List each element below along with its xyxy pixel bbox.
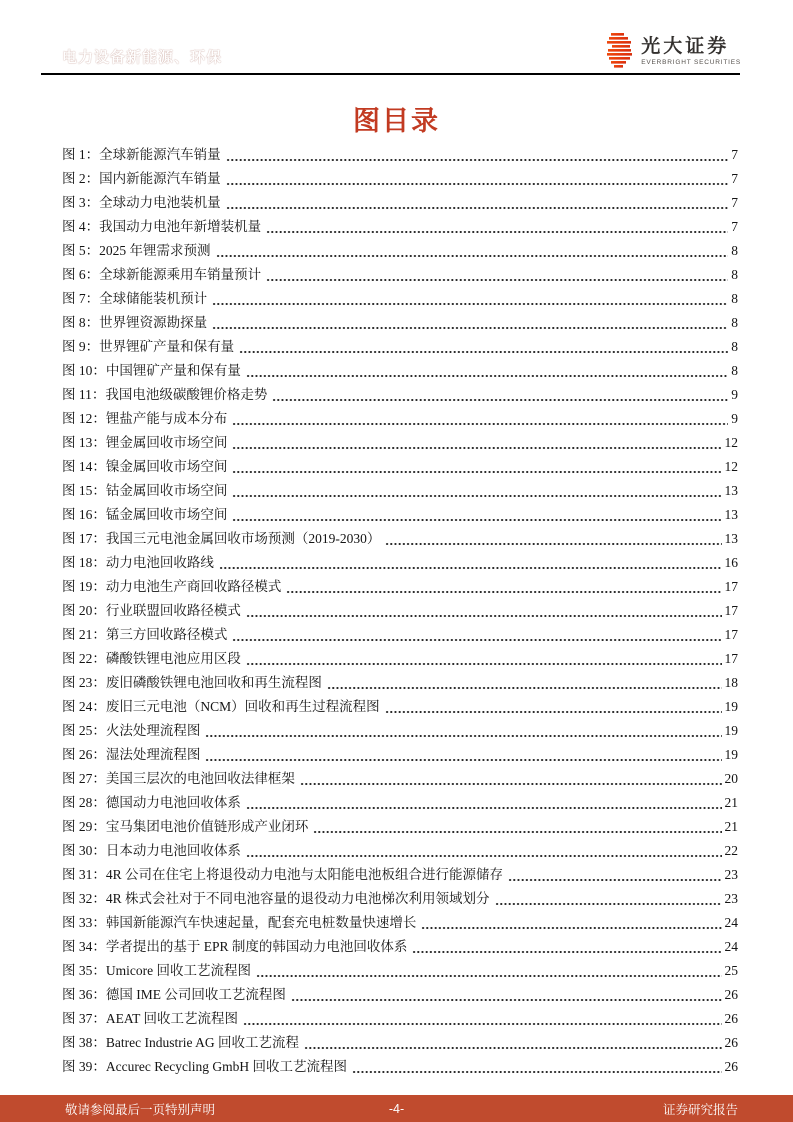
toc-entry-page-number: 17 [724, 627, 738, 642]
toc-entry-leader-dots [205, 743, 721, 767]
toc-entry-label: 图 31：4R 公司在住宅上将退役动力电池与太阳能电池板组合进行能源储存 [62, 867, 504, 882]
toc-entry-leader-dots [327, 671, 722, 695]
toc-entry[interactable] [62, 527, 738, 551]
toc-entry-page-number: 8 [731, 291, 738, 306]
toc-entry-page-number: 7 [731, 171, 738, 186]
toc-entry-label: 图 9：世界锂矿产量和保有量 [62, 339, 235, 354]
toc-entry-page-number: 7 [731, 195, 738, 210]
toc-entry[interactable] [62, 839, 738, 863]
footer-page-number: -4- [388, 1101, 405, 1116]
toc-entry-leader-dots [313, 815, 721, 839]
toc-entry-label: 图 18：动力电池回收路线 [62, 555, 214, 570]
toc-entry-page-number: 12 [724, 459, 738, 474]
toc-entry-label: 图 38：Batrec Industrie AG 回收工艺流程 [62, 1035, 299, 1050]
toc-entry[interactable] [62, 167, 738, 191]
toc-entry-leader-dots [352, 1055, 722, 1079]
toc-entry-label: 图 39：Accurec Recycling GmbH 回收工艺流程图 [62, 1059, 347, 1074]
toc-entry-label: 图 20：行业联盟回收路径模式 [62, 603, 241, 618]
toc-entry-label: 图 8：世界锂资源勘探量 [62, 315, 208, 330]
toc-entry-label: 图 2：国内新能源汽车销量 [62, 171, 221, 186]
toc-entry-leader-dots [239, 335, 728, 359]
toc-entry[interactable] [62, 599, 738, 623]
toc-entry[interactable] [62, 647, 738, 671]
toc-entry-page-number: 19 [724, 723, 738, 738]
header-section-title: 电力设备新能源、环保 [62, 49, 223, 66]
toc-entry-label: 图 26：湿法处理流程图 [62, 747, 201, 762]
toc-entry-page-number: 8 [731, 363, 738, 378]
toc-entry[interactable] [62, 359, 738, 383]
toc-entry-leader-dots [226, 143, 729, 167]
toc-entry-page-number: 7 [731, 219, 738, 234]
toc-entry-page-number: 9 [731, 411, 738, 426]
toc-entry-label: 图 16：锰金属回收市场空间 [62, 507, 228, 522]
toc-entry-leader-dots [232, 407, 728, 431]
toc-entry[interactable] [62, 503, 738, 527]
toc-entry-label: 图 14：镍金属回收市场空间 [62, 459, 228, 474]
toc-entry[interactable] [62, 335, 738, 359]
toc-entry-label: 图 24：废旧三元电池（NCM）回收和再生过程流程图 [62, 699, 380, 714]
toc-entry-page-number: 8 [731, 339, 738, 354]
figure-toc-list [62, 143, 738, 1079]
toc-entry-page-number: 17 [724, 651, 738, 666]
toc-entry-page-number: 9 [731, 387, 738, 402]
toc-entry-label: 图 34：学者提出的基于 EPR 制度的韩国动力电池回收体系 [62, 939, 408, 954]
toc-entry[interactable] [62, 791, 738, 815]
everbright-logo-icon [606, 32, 633, 70]
toc-entry-page-number: 26 [724, 1011, 738, 1026]
toc-entry[interactable] [62, 479, 738, 503]
toc-entry[interactable] [62, 719, 738, 743]
toc-entry-label: 图 29：宝马集团电池价值链形成产业闭环 [62, 819, 309, 834]
toc-entry-leader-dots [272, 383, 728, 407]
toc-entry[interactable] [62, 959, 738, 983]
toc-entry-leader-dots [286, 575, 721, 599]
toc-entry-page-number: 23 [724, 891, 738, 906]
toc-entry-page-number: 25 [724, 963, 738, 978]
toc-entry[interactable] [62, 767, 738, 791]
toc-entry-label: 图 30：日本动力电池回收体系 [62, 843, 241, 858]
toc-entry-page-number: 23 [724, 867, 738, 882]
logo-company-subtitle: EVERBRIGHT SECURITIES [641, 59, 741, 66]
page-title: 图目录 [353, 106, 440, 136]
toc-entry-leader-dots [232, 455, 721, 479]
toc-entry-label: 图 17：我国三元电池金属回收市场预测（2019-2030） [62, 531, 381, 546]
toc-entry[interactable] [62, 695, 738, 719]
toc-entry[interactable] [62, 1055, 738, 1079]
toc-entry-page-number: 20 [724, 771, 738, 786]
toc-entry-label: 图 36：德国 IME 公司回收工艺流程图 [62, 987, 286, 1002]
toc-entry[interactable] [62, 671, 738, 695]
logo-text-block [641, 32, 741, 66]
toc-entry-leader-dots [246, 791, 722, 815]
toc-entry[interactable] [62, 935, 738, 959]
toc-entry-leader-dots [412, 935, 721, 959]
toc-entry[interactable] [62, 287, 738, 311]
footer-disclaimer: 敬请参阅最后一页特别声明 [65, 1102, 216, 1117]
toc-entry[interactable] [62, 743, 738, 767]
toc-entry-label: 图 5：2025 年锂需求预测 [62, 243, 211, 258]
toc-entry-label: 图 37：AEAT 回收工艺流程图 [62, 1011, 239, 1026]
toc-entry-leader-dots [212, 287, 728, 311]
toc-entry-label: 图 7：全球储能装机预计 [62, 291, 208, 306]
toc-entry[interactable] [62, 311, 738, 335]
toc-entry-leader-dots [246, 647, 722, 671]
toc-entry-page-number: 22 [724, 843, 738, 858]
toc-entry[interactable] [62, 623, 738, 647]
toc-entry-leader-dots [226, 167, 729, 191]
toc-entry-label: 图 13：锂金属回收市场空间 [62, 435, 228, 450]
toc-entry-label: 图 33：韩国新能源汽车快速起量，配套充电桩数量快速增长 [62, 915, 417, 930]
toc-entry-label: 图 12：锂盐产能与成本分布 [62, 411, 228, 426]
toc-entry[interactable] [62, 863, 738, 887]
toc-entry[interactable] [62, 455, 738, 479]
footer-bar [0, 1095, 793, 1122]
toc-entry[interactable] [62, 551, 738, 575]
toc-entry-label: 图 27：美国三层次的电池回收法律框架 [62, 771, 295, 786]
toc-entry[interactable] [62, 815, 738, 839]
toc-entry[interactable] [62, 143, 738, 167]
toc-entry[interactable] [62, 263, 738, 287]
toc-entry-page-number: 19 [724, 699, 738, 714]
toc-entry-leader-dots [226, 191, 729, 215]
everbright-logo [598, 32, 741, 72]
toc-entry-label: 图 32：4R 株式会社对于不同电池容量的退役动力电池梯次利用领域划分 [62, 891, 490, 906]
toc-entry-leader-dots [266, 263, 728, 287]
toc-entry-leader-dots [216, 239, 729, 263]
toc-entry-label: 图 10：中国锂矿产量和保有量 [62, 363, 241, 378]
toc-entry-leader-dots [256, 959, 722, 983]
toc-entry-label: 图 4：我国动力电池年新增装机量 [62, 219, 262, 234]
toc-entry[interactable] [62, 911, 738, 935]
toc-entry-label: 图 35：Umicore 回收工艺流程图 [62, 963, 251, 978]
toc-entry-page-number: 13 [724, 483, 738, 498]
toc-entry-leader-dots [246, 359, 728, 383]
toc-entry-page-number: 24 [724, 915, 738, 930]
toc-entry[interactable] [62, 983, 738, 1007]
toc-entry-page-number: 26 [724, 987, 738, 1002]
toc-entry[interactable] [62, 191, 738, 215]
toc-entry-page-number: 26 [724, 1059, 738, 1074]
header-divider-line [41, 73, 740, 75]
toc-entry-page-number: 21 [724, 819, 738, 834]
toc-entry-leader-dots [385, 695, 722, 719]
toc-entry-page-number: 8 [731, 267, 738, 282]
toc-entry-leader-dots [495, 887, 722, 911]
toc-entry-leader-dots [421, 911, 721, 935]
toc-entry-label: 图 11：我国电池级碳酸锂价格走势 [62, 387, 268, 402]
toc-entry-page-number: 12 [724, 435, 738, 450]
footer-report-type: 证券研究报告 [662, 1102, 738, 1117]
toc-entry-label: 图 15：钴金属回收市场空间 [62, 483, 228, 498]
toc-entry[interactable] [62, 407, 738, 431]
toc-entry-page-number: 21 [724, 795, 738, 810]
toc-entry-leader-dots [232, 479, 721, 503]
toc-entry-page-number: 17 [724, 603, 738, 618]
toc-entry-page-number: 24 [724, 939, 738, 954]
toc-entry-leader-dots [232, 431, 721, 455]
toc-entry[interactable] [62, 887, 738, 911]
toc-entry-leader-dots [508, 863, 721, 887]
toc-entry-page-number: 18 [724, 675, 738, 690]
toc-entry-leader-dots [246, 599, 722, 623]
toc-entry-page-number: 17 [724, 579, 738, 594]
toc-entry-page-number: 13 [724, 507, 738, 522]
logo-company-name: 光大证券 [641, 36, 730, 57]
toc-entry-page-number: 13 [724, 531, 738, 546]
toc-entry-label: 图 28：德国动力电池回收体系 [62, 795, 241, 810]
toc-entry-label: 图 3：全球动力电池装机量 [62, 195, 221, 210]
toc-entry-leader-dots [232, 503, 721, 527]
toc-entry-page-number: 8 [731, 243, 738, 258]
toc-entry-leader-dots [246, 839, 722, 863]
toc-entry[interactable] [62, 1031, 738, 1055]
toc-entry[interactable] [62, 215, 738, 239]
toc-entry-leader-dots [291, 983, 722, 1007]
toc-entry[interactable] [62, 1007, 738, 1031]
toc-entry-page-number: 8 [731, 315, 738, 330]
toc-entry[interactable] [62, 383, 738, 407]
toc-entry-leader-dots [243, 1007, 721, 1031]
toc-entry-leader-dots [304, 1031, 722, 1055]
toc-entry-page-number: 26 [724, 1035, 738, 1050]
toc-entry-leader-dots [212, 311, 728, 335]
toc-entry-leader-dots [300, 767, 722, 791]
toc-entry-leader-dots [232, 623, 721, 647]
toc-entry[interactable] [62, 431, 738, 455]
toc-entry-leader-dots [205, 719, 721, 743]
toc-entry-label: 图 22：磷酸铁锂电池应用区段 [62, 651, 241, 666]
toc-entry-page-number: 16 [724, 555, 738, 570]
toc-entry-leader-dots [266, 215, 728, 239]
toc-entry-leader-dots [219, 551, 722, 575]
toc-entry-label: 图 6：全球新能源乘用车销量预计 [62, 267, 262, 282]
toc-entry-leader-dots [385, 527, 721, 551]
toc-entry-label: 图 23：废旧磷酸铁锂电池回收和再生流程图 [62, 675, 322, 690]
toc-entry[interactable] [62, 575, 738, 599]
toc-entry-page-number: 19 [724, 747, 738, 762]
toc-entry-label: 图 25：火法处理流程图 [62, 723, 201, 738]
toc-entry-label: 图 21：第三方回收路径模式 [62, 627, 228, 642]
toc-entry[interactable] [62, 239, 738, 263]
toc-entry-label: 图 19：动力电池生产商回收路径模式 [62, 579, 282, 594]
toc-entry-page-number: 7 [731, 147, 738, 162]
toc-entry-label: 图 1：全球新能源汽车销量 [62, 147, 221, 162]
